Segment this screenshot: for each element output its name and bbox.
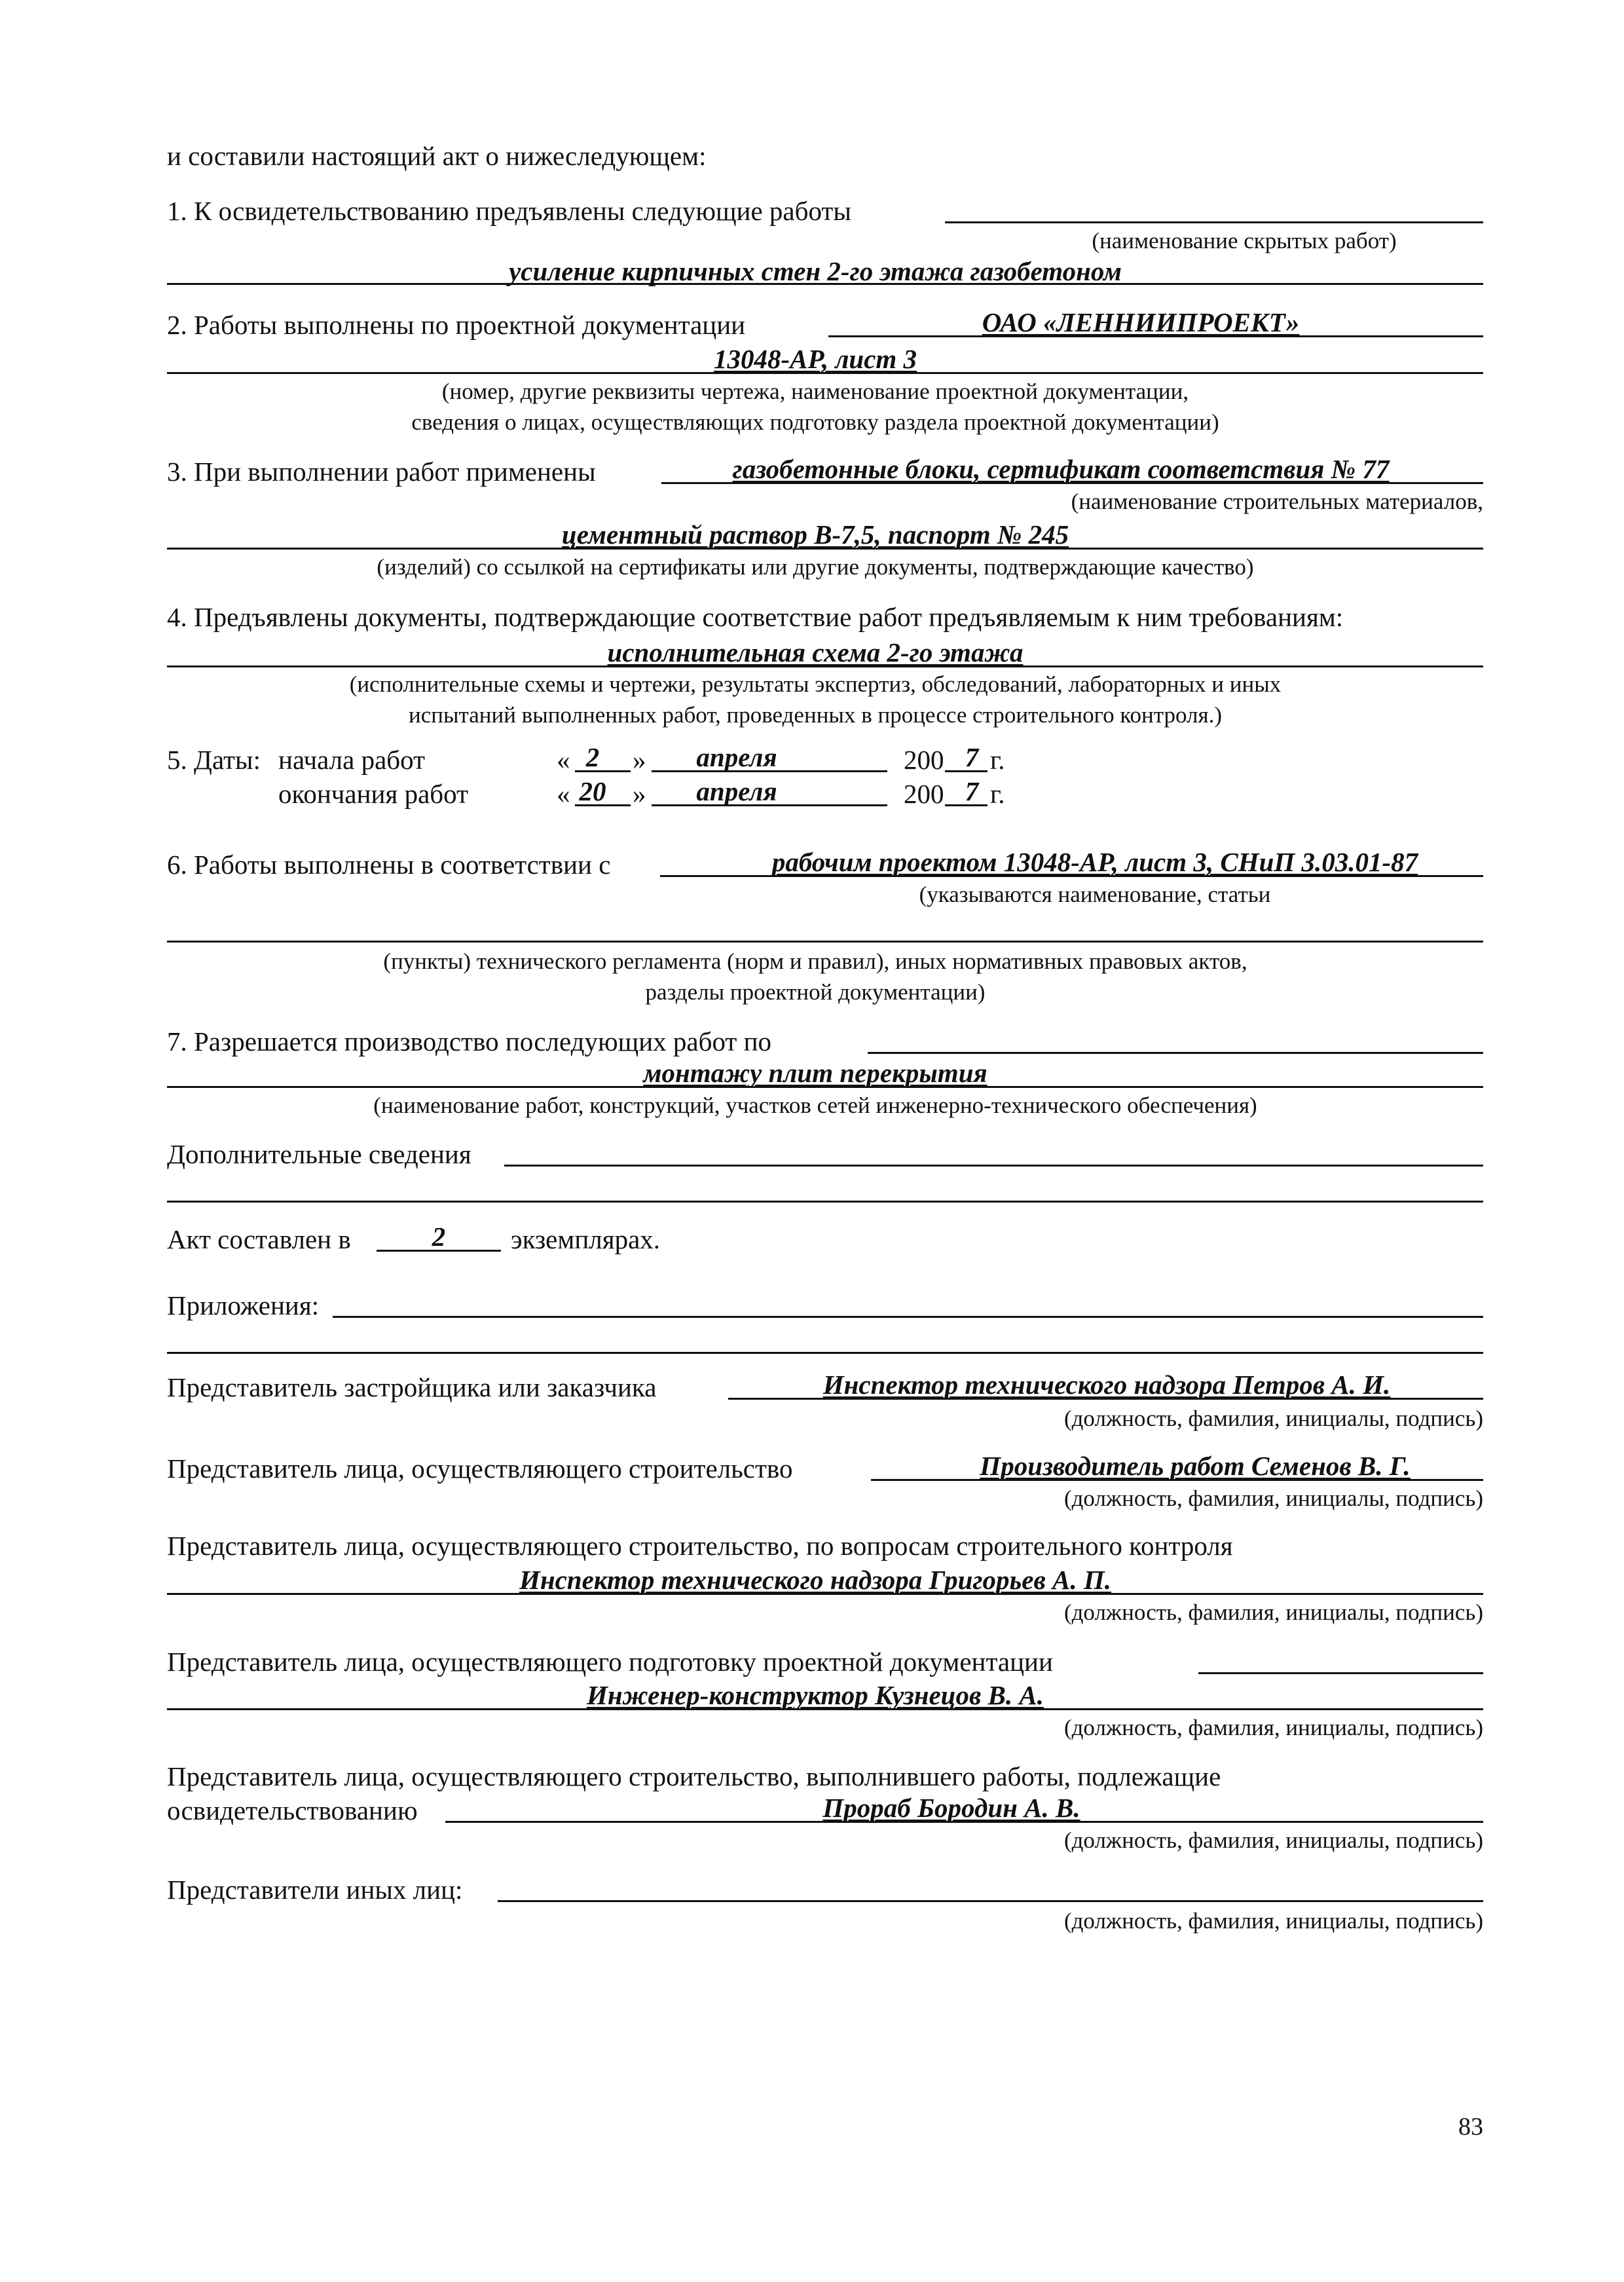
s5-end-open-quote: « — [557, 779, 570, 809]
customer-value: Инспектор технического надзора Петров А. И. — [822, 1370, 1391, 1400]
s5-end-month: апреля — [696, 776, 777, 806]
s2-value2: 13048-АР, лист 3 — [713, 344, 917, 374]
s4-hint1: (исполнительные схемы и чертежи, результаты экспертиз, обследований, лабораторных и иных — [349, 671, 1282, 697]
design-hint: (должность, фамилия, инициалы, подпись) — [1063, 1715, 1483, 1740]
performer-label2: освидетельствованию — [167, 1795, 418, 1825]
performer-hint: (должность, фамилия, инициалы, подпись) — [1063, 1827, 1483, 1853]
intro-text: и составили настоящий акт о нижеследующем: — [167, 141, 707, 171]
s5-start-month: апреля — [696, 742, 777, 772]
appendix-label: Приложения: — [167, 1290, 320, 1320]
s5-end-year-prefix: 200 — [904, 779, 944, 809]
s4-hint2: испытаний выполненных работ, проведенных в процессе строительного контроля.) — [408, 702, 1223, 728]
s5-start-year-prefix: 200 — [904, 745, 944, 775]
s5-end-year: 7 — [965, 776, 979, 806]
design-value: Инженер-конструктор Кузнецов В. А. — [586, 1680, 1044, 1710]
s5-start-year-suffix: г. — [990, 745, 1005, 775]
s1-value: усиление кирпичных стен 2-го этажа газобетоном — [509, 256, 1122, 286]
s5-end-close-quote: » — [633, 779, 646, 809]
s5-start-close-quote: » — [633, 745, 646, 775]
s5-end-day: 20 — [579, 776, 606, 806]
s3-hint2: (изделий) со ссылкой на сертификаты или другие документы, подтверждающие качество) — [377, 554, 1254, 580]
s7-label: 7. Разрешается производство последующих работ по — [167, 1026, 772, 1057]
extra-line1 — [504, 1165, 1483, 1167]
s5-label: 5. Даты: — [167, 745, 261, 775]
customer-label: Представитель застройщика или заказчика — [167, 1372, 657, 1402]
s5-end-year-suffix: г. — [990, 779, 1005, 809]
s1-line — [945, 221, 1483, 223]
s3-value1: газобетонные блоки, сертификат соответствия № 77 — [732, 454, 1390, 484]
s6-hint0: (указываются наименование, статьи — [919, 882, 1271, 907]
s6-label: 6. Работы выполнены в соответствии с — [167, 850, 611, 880]
s6-value: рабочим проектом 13048-АР, лист 3, СНиП 3.03.01-87 — [771, 847, 1418, 877]
s5-end-label: окончания работ — [278, 779, 469, 809]
performer-label1: Представитель лица, осуществляющего строительство, выполнившего работы, подлежащие — [167, 1761, 1221, 1791]
others-line — [498, 1900, 1483, 1902]
s2-label: 2. Работы выполнены по проектной документации — [167, 310, 746, 340]
s1-hint: (наименование скрытых работ) — [1092, 228, 1397, 253]
s5-start-label: начала работ — [278, 745, 426, 775]
s7-hint: (наименование работ, конструкций, участков сетей инженерно-технического обеспечения) — [373, 1093, 1257, 1118]
s2-hint1: (номер, другие реквизиты чертежа, наименование проектной документации, — [441, 379, 1189, 404]
builder-label: Представитель лица, осуществляющего строительство — [167, 1453, 793, 1484]
performer-value: Прораб Бородин А. В. — [822, 1793, 1080, 1823]
s5-start-day-line — [575, 770, 631, 772]
s6-line2 — [167, 941, 1483, 943]
s6-hint2: разделы проектной документации) — [645, 979, 986, 1005]
s7-line1 — [868, 1052, 1483, 1054]
copies-before: Акт составлен в — [167, 1224, 351, 1254]
customer-hint: (должность, фамилия, инициалы, подпись) — [1063, 1406, 1483, 1431]
s4-value: исполнительная схема 2-го этажа — [607, 637, 1024, 667]
others-hint: (должность, фамилия, инициалы, подпись) — [1063, 1908, 1483, 1934]
appendix-line1 — [333, 1316, 1483, 1318]
s3-label: 3. При выполнении работ применены — [167, 457, 596, 487]
appendix-line2 — [167, 1352, 1483, 1354]
s5-start-day: 2 — [585, 742, 600, 772]
s3-value2: цементный раствор В-7,5, паспорт № 245 — [561, 519, 1069, 550]
s3-hint1: (наименование строительных материалов, — [1071, 489, 1483, 514]
design-label: Представитель лица, осуществляющего подготовку проектной документации — [167, 1647, 1053, 1677]
s5-start-year: 7 — [965, 742, 979, 772]
s5-start-open-quote: « — [557, 745, 570, 775]
extra-line2 — [167, 1201, 1483, 1203]
s6-hint1: (пункты) технического регламента (норм и правил), иных нормативных правовых актов, — [383, 948, 1247, 974]
others-label: Представители иных лиц: — [167, 1875, 463, 1905]
s2-hint2: сведения о лицах, осуществляющих подготовку раздела проектной документации) — [411, 409, 1219, 435]
builder-hint: (должность, фамилия, инициалы, подпись) — [1063, 1486, 1483, 1511]
s2-value1: ОАО «ЛЕННИИПРОЕКТ» — [982, 307, 1300, 337]
copies-after: экземплярах. — [511, 1224, 661, 1254]
design-line1 — [1198, 1672, 1483, 1674]
page-number: 83 — [1458, 2113, 1483, 2141]
builder-value: Производитель работ Семенов В. Г. — [980, 1451, 1411, 1481]
s4-label: 4. Предъявлены документы, подтверждающие соответствие работ предъявляемым к ним требованиям: — [167, 602, 1344, 632]
s7-value: монтажу плит перекрытия — [643, 1058, 987, 1088]
control-hint: (должность, фамилия, инициалы, подпись) — [1063, 1599, 1483, 1625]
control-value: Инспектор технического надзора Григорьев А. П. — [519, 1565, 1112, 1595]
s1-label: 1. К освидетельствованию предъявлены следующие работы — [167, 196, 851, 226]
control-label: Представитель лица, осуществляющего строительство, по вопросам строительного контроля — [167, 1531, 1233, 1561]
extra-label: Дополнительные сведения — [167, 1139, 471, 1169]
copies-value: 2 — [432, 1222, 446, 1252]
